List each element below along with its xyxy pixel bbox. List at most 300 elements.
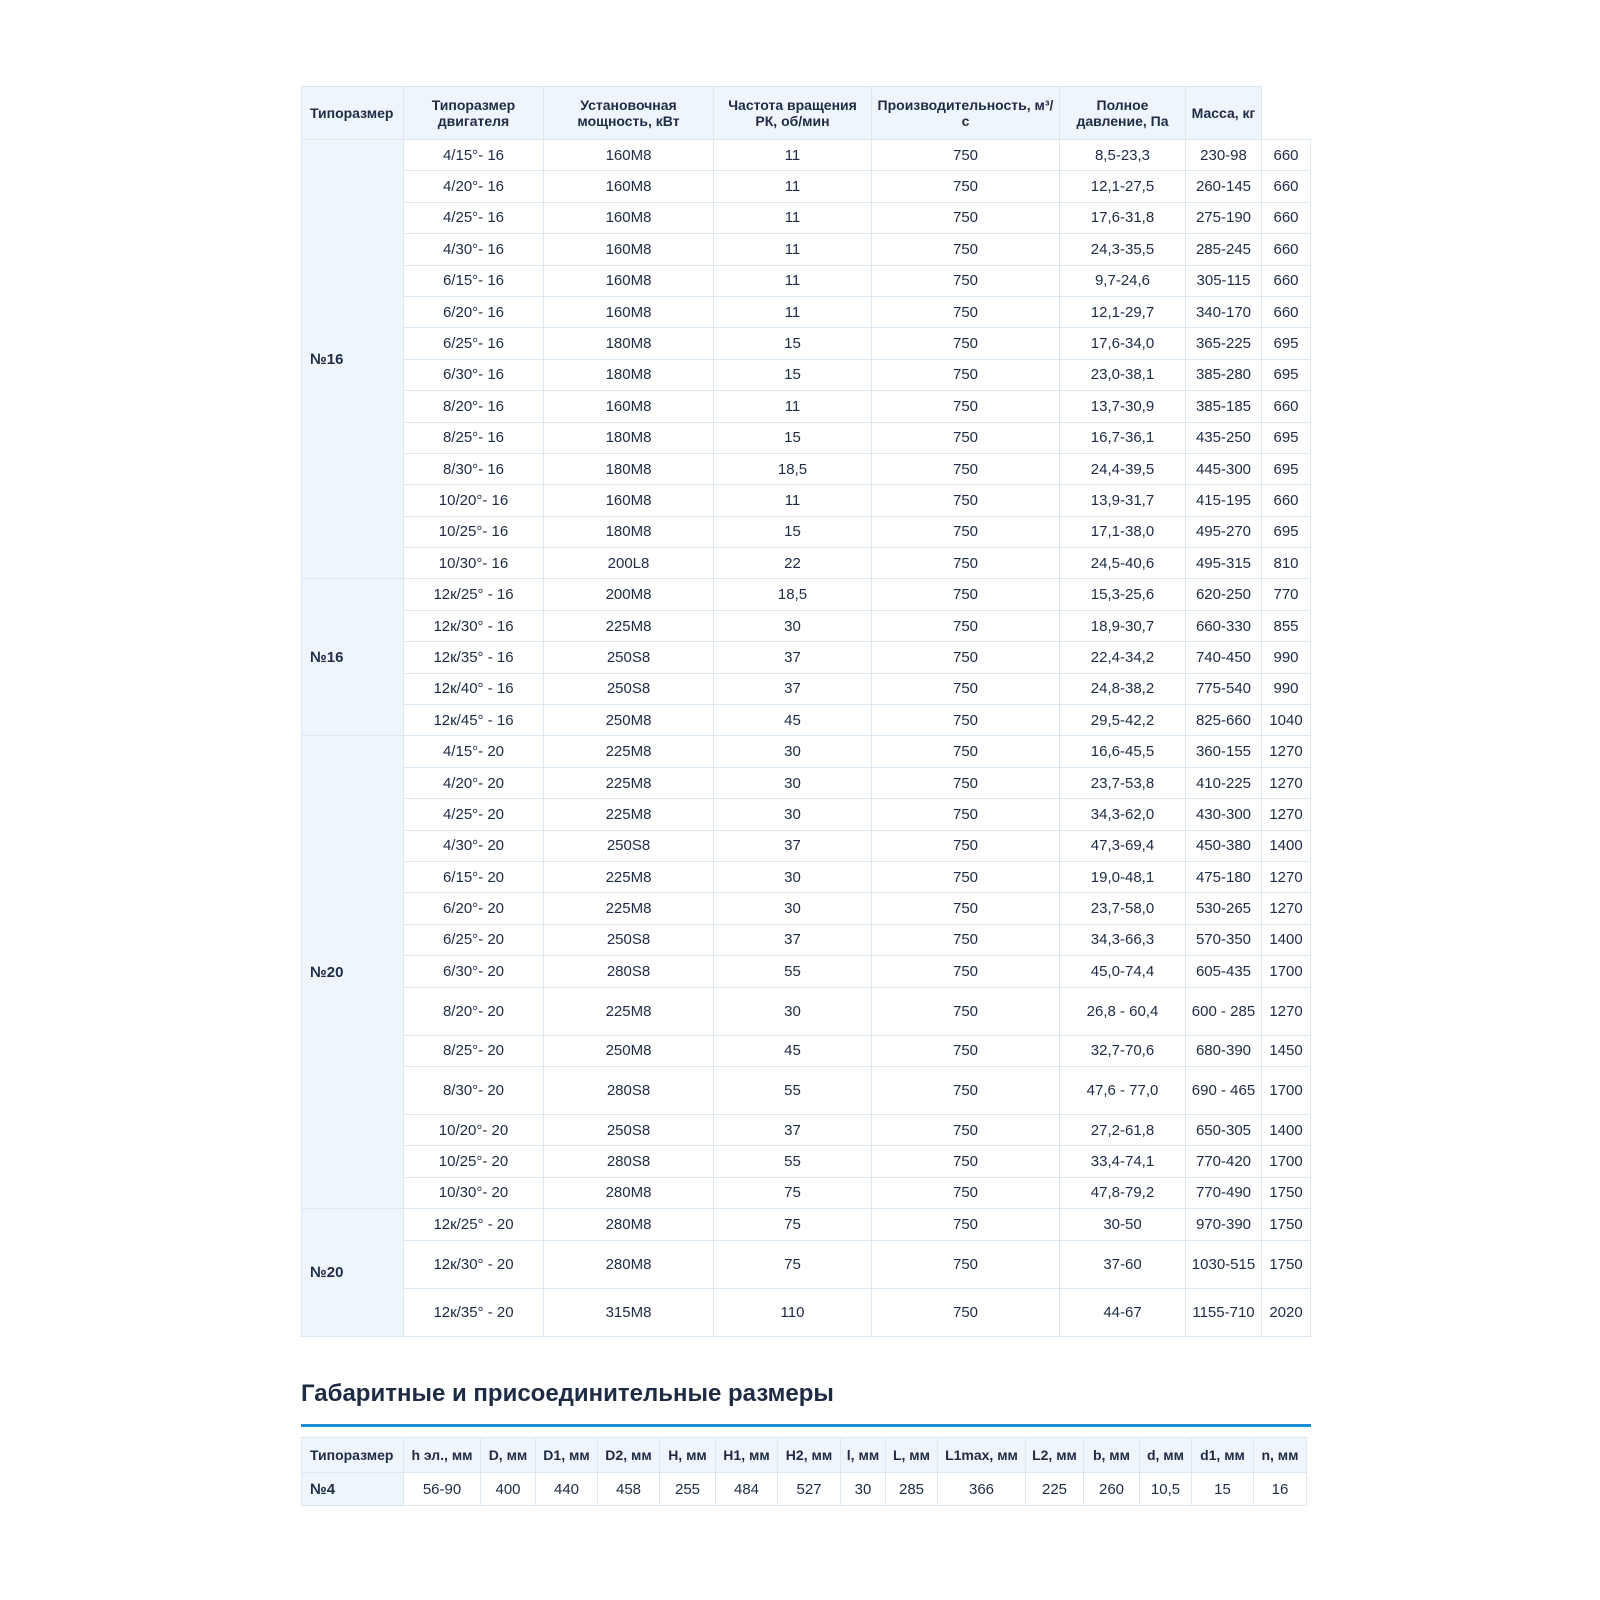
table-row	[302, 391, 1311, 422]
table-cell: 15	[714, 422, 872, 453]
table-cell: 285-245	[1186, 234, 1262, 265]
table-cell: 750	[872, 359, 1060, 390]
table-cell: 750	[872, 893, 1060, 924]
table-cell: 6/25°- 20	[404, 924, 544, 955]
table-cell: 12к/40° - 16	[404, 673, 544, 704]
table-cell: 37	[714, 1114, 872, 1145]
table-cell: 23,0-38,1	[1060, 359, 1186, 390]
table-cell: 55	[714, 1146, 872, 1177]
table-cell: 4/20°- 16	[404, 171, 544, 202]
table-row	[302, 422, 1311, 453]
table-cell: 15	[714, 328, 872, 359]
table-cell: 10,5	[1140, 1473, 1192, 1506]
table-cell: 410-225	[1186, 767, 1262, 798]
table-cell: 750	[872, 956, 1060, 987]
group-label: №20	[302, 736, 404, 1209]
table-cell: 660	[1262, 296, 1311, 327]
table-cell: 180M8	[544, 453, 714, 484]
table-row	[302, 861, 1311, 892]
table-cell: 750	[872, 296, 1060, 327]
table-cell: 1450	[1262, 1035, 1311, 1066]
dims-header-cell: D, мм	[481, 1438, 536, 1473]
table-row	[302, 1240, 1311, 1288]
table-cell: 47,3-69,4	[1060, 830, 1186, 861]
table-cell: 250S8	[544, 673, 714, 704]
table-cell: 1700	[1262, 1146, 1311, 1177]
table-cell: 4/30°- 16	[404, 234, 544, 265]
table-cell: 9,7-24,6	[1060, 265, 1186, 296]
table-cell: 37	[714, 924, 872, 955]
table-cell: 225M8	[544, 861, 714, 892]
table-cell: 11	[714, 485, 872, 516]
table-cell: 200M8	[544, 579, 714, 610]
table-cell: 12к/30° - 20	[404, 1240, 544, 1288]
table-cell: 30	[714, 987, 872, 1035]
table-cell: 8/30°- 20	[404, 1066, 544, 1114]
table-cell: 750	[872, 1035, 1060, 1066]
table-cell: 750	[872, 391, 1060, 422]
table-cell: 285	[886, 1473, 938, 1506]
table-cell: 250S8	[544, 830, 714, 861]
table-cell: 33,4-74,1	[1060, 1146, 1186, 1177]
table-cell: 225M8	[544, 987, 714, 1035]
table-cell: 15,3-25,6	[1060, 579, 1186, 610]
table-cell: 10/25°- 20	[404, 1146, 544, 1177]
table-cell: 260-145	[1186, 171, 1262, 202]
table-cell: 750	[872, 736, 1060, 767]
table-cell: 775-540	[1186, 673, 1262, 704]
table-cell: 225M8	[544, 893, 714, 924]
table-cell: 17,1-38,0	[1060, 516, 1186, 547]
table-cell: 1750	[1262, 1240, 1311, 1288]
table-cell: 250M8	[544, 1035, 714, 1066]
table-cell: 660	[1262, 171, 1311, 202]
table-cell: 1700	[1262, 956, 1311, 987]
table-cell: 12к/25° - 20	[404, 1209, 544, 1240]
table-cell: 180M8	[544, 359, 714, 390]
table-row	[302, 296, 1311, 327]
table-cell: 750	[872, 1114, 1060, 1145]
table-cell: 825-660	[1186, 705, 1262, 736]
table-cell: 10/20°- 16	[404, 485, 544, 516]
table-cell: 695	[1262, 422, 1311, 453]
table-cell: 690 - 465	[1186, 1066, 1262, 1114]
table-cell: 6/20°- 20	[404, 893, 544, 924]
table-row	[302, 893, 1311, 924]
table-cell: 23,7-53,8	[1060, 767, 1186, 798]
table-cell: 4/15°- 20	[404, 736, 544, 767]
table-cell: 30	[714, 767, 872, 798]
table-cell: 280M8	[544, 1209, 714, 1240]
dims-header-cell: l, мм	[841, 1438, 886, 1473]
table-cell: 55	[714, 956, 872, 987]
table-cell: 6/30°- 20	[404, 956, 544, 987]
table-cell: 45	[714, 705, 872, 736]
table-cell: 695	[1262, 359, 1311, 390]
table-cell: 450-380	[1186, 830, 1262, 861]
table-cell: 1270	[1262, 767, 1311, 798]
table-cell: 45,0-74,4	[1060, 956, 1186, 987]
table-cell: 280S8	[544, 956, 714, 987]
table-cell: 11	[714, 296, 872, 327]
table-cell: 10/20°- 20	[404, 1114, 544, 1145]
dims-header-cell: H2, мм	[778, 1438, 841, 1473]
dims-header-cell: d, мм	[1140, 1438, 1192, 1473]
table-row	[302, 1209, 1311, 1240]
table-cell: 750	[872, 1177, 1060, 1208]
table-cell: 160M8	[544, 171, 714, 202]
table-cell: 10/30°- 20	[404, 1177, 544, 1208]
dims-header-cell: H, мм	[660, 1438, 716, 1473]
table-cell: 6/30°- 16	[404, 359, 544, 390]
table-cell: 250S8	[544, 642, 714, 673]
table-cell: 18,5	[714, 579, 872, 610]
table-cell: 10/30°- 16	[404, 548, 544, 579]
table-cell: 415-195	[1186, 485, 1262, 516]
table-cell: 10/25°- 16	[404, 516, 544, 547]
table-cell: 1750	[1262, 1209, 1311, 1240]
table-row	[302, 1114, 1311, 1145]
table-row	[302, 265, 1311, 296]
header-power: Установочная мощность, кВт	[544, 87, 714, 140]
table-cell: 750	[872, 799, 1060, 830]
dims-header-cell: D2, мм	[598, 1438, 660, 1473]
table-cell: 4/25°- 16	[404, 202, 544, 233]
table-row	[302, 202, 1311, 233]
table-row	[302, 1035, 1311, 1066]
table-cell: 23,7-58,0	[1060, 893, 1186, 924]
table-cell: 750	[872, 485, 1060, 516]
table-cell: 11	[714, 265, 872, 296]
table-cell: 15	[714, 359, 872, 390]
table-cell: 30	[714, 736, 872, 767]
table-cell: 44-67	[1060, 1288, 1186, 1336]
table-cell: 660-330	[1186, 610, 1262, 641]
table-cell: 400	[481, 1473, 536, 1506]
table-cell: 990	[1262, 673, 1311, 704]
table-cell: 75	[714, 1209, 872, 1240]
table-cell: 750	[872, 516, 1060, 547]
table-cell: 37	[714, 673, 872, 704]
table-cell: 970-390	[1186, 1209, 1262, 1240]
table-cell: 385-280	[1186, 359, 1262, 390]
table-cell: 12к/35° - 20	[404, 1288, 544, 1336]
table-cell: 6/15°- 16	[404, 265, 544, 296]
table-cell: 160M8	[544, 391, 714, 422]
table-cell: 75	[714, 1240, 872, 1288]
table-cell: 22	[714, 548, 872, 579]
table-cell: 30	[841, 1473, 886, 1506]
title-underline	[301, 1424, 1311, 1427]
table-row	[302, 642, 1311, 673]
table-cell: 12к/45° - 16	[404, 705, 544, 736]
table-cell: 16,6-45,5	[1060, 736, 1186, 767]
table-row	[302, 1473, 1307, 1506]
table-cell: 1270	[1262, 893, 1311, 924]
table-cell: 16	[1254, 1473, 1307, 1506]
table-cell: 750	[872, 1209, 1060, 1240]
dims-header-cell: L, мм	[886, 1438, 938, 1473]
table-cell: 770-490	[1186, 1177, 1262, 1208]
table-cell: 30	[714, 893, 872, 924]
spec-body	[302, 140, 1311, 1337]
table-cell: 11	[714, 202, 872, 233]
table-cell: 366	[938, 1473, 1026, 1506]
dims-header-cell: h эл., мм	[404, 1438, 481, 1473]
table-cell: 810	[1262, 548, 1311, 579]
table-cell: 225M8	[544, 767, 714, 798]
table-cell: 4/20°- 20	[404, 767, 544, 798]
table-cell: 160M8	[544, 485, 714, 516]
table-cell: 230-98	[1186, 140, 1262, 171]
table-cell: 435-250	[1186, 422, 1262, 453]
table-row	[302, 1066, 1311, 1114]
table-row	[302, 956, 1311, 987]
table-cell: 4/30°- 20	[404, 830, 544, 861]
dimensions-table	[301, 1437, 1307, 1506]
table-cell: 430-300	[1186, 799, 1262, 830]
table-cell: 620-250	[1186, 579, 1262, 610]
table-cell: 12,1-29,7	[1060, 296, 1186, 327]
table-cell: 8/20°- 16	[404, 391, 544, 422]
table-cell: 260	[1084, 1473, 1140, 1506]
table-cell: 340-170	[1186, 296, 1262, 327]
table-cell: 280S8	[544, 1066, 714, 1114]
table-cell: 600 - 285	[1186, 987, 1262, 1035]
table-cell: 8/25°- 16	[404, 422, 544, 453]
table-cell: 385-185	[1186, 391, 1262, 422]
table-cell: 37	[714, 642, 872, 673]
table-cell: 315M8	[544, 1288, 714, 1336]
table-cell: 660	[1262, 265, 1311, 296]
table-cell: 8/25°- 20	[404, 1035, 544, 1066]
table-cell: 750	[872, 171, 1060, 202]
table-cell: 484	[716, 1473, 778, 1506]
table-cell: 13,7-30,9	[1060, 391, 1186, 422]
table-cell: 160M8	[544, 140, 714, 171]
table-cell: 750	[872, 265, 1060, 296]
header-rotation-speed: Частота вращения РК, об/мин	[714, 87, 872, 140]
table-row	[302, 234, 1311, 265]
table-cell: 495-315	[1186, 548, 1262, 579]
table-cell: 34,3-66,3	[1060, 924, 1186, 955]
table-row	[302, 140, 1311, 171]
table-cell: 605-435	[1186, 956, 1262, 987]
table-cell: 695	[1262, 516, 1311, 547]
table-row	[302, 736, 1311, 767]
table-cell: 750	[872, 1066, 1060, 1114]
table-cell: 24,4-39,5	[1060, 453, 1186, 484]
table-cell: 160M8	[544, 234, 714, 265]
table-cell: 160M8	[544, 265, 714, 296]
table-cell: 15	[1192, 1473, 1254, 1506]
table-cell: 30	[714, 610, 872, 641]
table-cell: 2020	[1262, 1288, 1311, 1336]
table-row	[302, 705, 1311, 736]
table-cell: 360-155	[1186, 736, 1262, 767]
table-cell: 280M8	[544, 1177, 714, 1208]
table-cell: 6/15°- 20	[404, 861, 544, 892]
table-cell: 15	[714, 516, 872, 547]
header-blank	[1262, 87, 1311, 140]
table-cell: 1400	[1262, 830, 1311, 861]
table-cell: 750	[872, 830, 1060, 861]
table-cell: 17,6-31,8	[1060, 202, 1186, 233]
table-cell: 660	[1262, 485, 1311, 516]
table-cell: 8,5-23,3	[1060, 140, 1186, 171]
table-cell: 750	[872, 140, 1060, 171]
table-cell: 1030-515	[1186, 1240, 1262, 1288]
table-cell: 18,5	[714, 453, 872, 484]
dims-header-cell: b, мм	[1084, 1438, 1140, 1473]
table-row	[302, 171, 1311, 202]
table-cell: 1400	[1262, 1114, 1311, 1145]
table-cell: 11	[714, 234, 872, 265]
table-row	[302, 924, 1311, 955]
table-cell: 495-270	[1186, 516, 1262, 547]
table-row	[302, 359, 1311, 390]
table-cell: 680-390	[1186, 1035, 1262, 1066]
table-cell: 990	[1262, 642, 1311, 673]
table-cell: 750	[872, 202, 1060, 233]
table-cell: 530-265	[1186, 893, 1262, 924]
table-row	[302, 610, 1311, 641]
dims-header-cell: D1, мм	[536, 1438, 598, 1473]
table-cell: 12к/25° - 16	[404, 579, 544, 610]
table-row	[302, 830, 1311, 861]
table-cell: 440	[536, 1473, 598, 1506]
dims-header-cell: L1max, мм	[938, 1438, 1026, 1473]
table-cell: 750	[872, 548, 1060, 579]
spec-header-row	[302, 87, 1311, 140]
table-cell: 47,6 - 77,0	[1060, 1066, 1186, 1114]
table-cell: 30	[714, 861, 872, 892]
table-cell: 180M8	[544, 422, 714, 453]
header-model: Типоразмер	[302, 87, 404, 140]
table-cell: 47,8-79,2	[1060, 1177, 1186, 1208]
table-row	[302, 799, 1311, 830]
table-cell: 29,5-42,2	[1060, 705, 1186, 736]
table-cell: 24,5-40,6	[1060, 548, 1186, 579]
table-cell: 200L8	[544, 548, 714, 579]
table-row	[302, 987, 1311, 1035]
table-cell: 225M8	[544, 799, 714, 830]
table-cell: 1155-710	[1186, 1288, 1262, 1336]
table-cell: 280S8	[544, 1146, 714, 1177]
table-cell: 750	[872, 1288, 1060, 1336]
table-cell: 180M8	[544, 328, 714, 359]
group-label: №16	[302, 579, 404, 736]
table-row	[302, 673, 1311, 704]
table-cell: 30-50	[1060, 1209, 1186, 1240]
table-cell: 250S8	[544, 924, 714, 955]
table-cell: 527	[778, 1473, 841, 1506]
header-motor-model: Типоразмер двигателя	[404, 87, 544, 140]
table-cell: 750	[872, 1146, 1060, 1177]
table-cell: 26,8 - 60,4	[1060, 987, 1186, 1035]
table-cell: 855	[1262, 610, 1311, 641]
table-cell: 180M8	[544, 516, 714, 547]
table-cell: 1040	[1262, 705, 1311, 736]
table-cell: 660	[1262, 391, 1311, 422]
table-cell: 1750	[1262, 1177, 1311, 1208]
table-cell: 22,4-34,2	[1060, 642, 1186, 673]
table-cell: 750	[872, 861, 1060, 892]
table-cell: 458	[598, 1473, 660, 1506]
table-cell: 750	[872, 328, 1060, 359]
table-cell: 250M8	[544, 705, 714, 736]
table-cell: 1400	[1262, 924, 1311, 955]
table-cell: 250S8	[544, 1114, 714, 1145]
table-cell: 1270	[1262, 987, 1311, 1035]
table-cell: 24,8-38,2	[1060, 673, 1186, 704]
table-cell: 11	[714, 391, 872, 422]
fan-specifications-table	[301, 86, 1311, 1337]
table-cell: 740-450	[1186, 642, 1262, 673]
dimensions-section-title: Габаритные и присоединительные размеры	[301, 1380, 834, 1407]
table-cell: 650-305	[1186, 1114, 1262, 1145]
table-cell: 750	[872, 422, 1060, 453]
table-cell: 12к/35° - 16	[404, 642, 544, 673]
table-cell: 660	[1262, 202, 1311, 233]
table-cell: 18,9-30,7	[1060, 610, 1186, 641]
group-label: №16	[302, 140, 404, 579]
table-row	[302, 453, 1311, 484]
table-cell: 1700	[1262, 1066, 1311, 1114]
table-cell: 37	[714, 830, 872, 861]
table-cell: 24,3-35,5	[1060, 234, 1186, 265]
table-row	[302, 1177, 1311, 1208]
table-cell: 160M8	[544, 296, 714, 327]
dims-header-cell: n, мм	[1254, 1438, 1307, 1473]
dims-header-cell: L2, мм	[1026, 1438, 1084, 1473]
dims-header-cell: Типоразмер	[302, 1438, 404, 1473]
table-row	[302, 1288, 1311, 1336]
dims-body	[302, 1473, 1307, 1506]
header-mass: Масса, кг	[1186, 87, 1262, 140]
table-cell: 110	[714, 1288, 872, 1336]
table-cell: 750	[872, 673, 1060, 704]
table-row	[302, 328, 1311, 359]
table-cell: 570-350	[1186, 924, 1262, 955]
table-cell: 365-225	[1186, 328, 1262, 359]
group-label: №20	[302, 1209, 404, 1336]
table-cell: 660	[1262, 140, 1311, 171]
header-pressure: Полное давление, Па	[1060, 87, 1186, 140]
table-cell: 475-180	[1186, 861, 1262, 892]
table-row	[302, 516, 1311, 547]
table-cell: 750	[872, 924, 1060, 955]
table-cell: 225M8	[544, 736, 714, 767]
table-cell: 8/20°- 20	[404, 987, 544, 1035]
table-row	[302, 1146, 1311, 1177]
table-cell: 1270	[1262, 861, 1311, 892]
table-cell: 750	[872, 705, 1060, 736]
table-cell: 45	[714, 1035, 872, 1066]
table-cell: 32,7-70,6	[1060, 1035, 1186, 1066]
table-cell: 750	[872, 234, 1060, 265]
table-cell: 770-420	[1186, 1146, 1262, 1177]
table-cell: 11	[714, 171, 872, 202]
table-cell: 19,0-48,1	[1060, 861, 1186, 892]
table-cell: 160M8	[544, 202, 714, 233]
table-cell: 34,3-62,0	[1060, 799, 1186, 830]
table-cell: 255	[660, 1473, 716, 1506]
table-cell: 11	[714, 140, 872, 171]
table-row	[302, 579, 1311, 610]
table-cell: 750	[872, 1240, 1060, 1288]
table-cell: 305-115	[1186, 265, 1262, 296]
